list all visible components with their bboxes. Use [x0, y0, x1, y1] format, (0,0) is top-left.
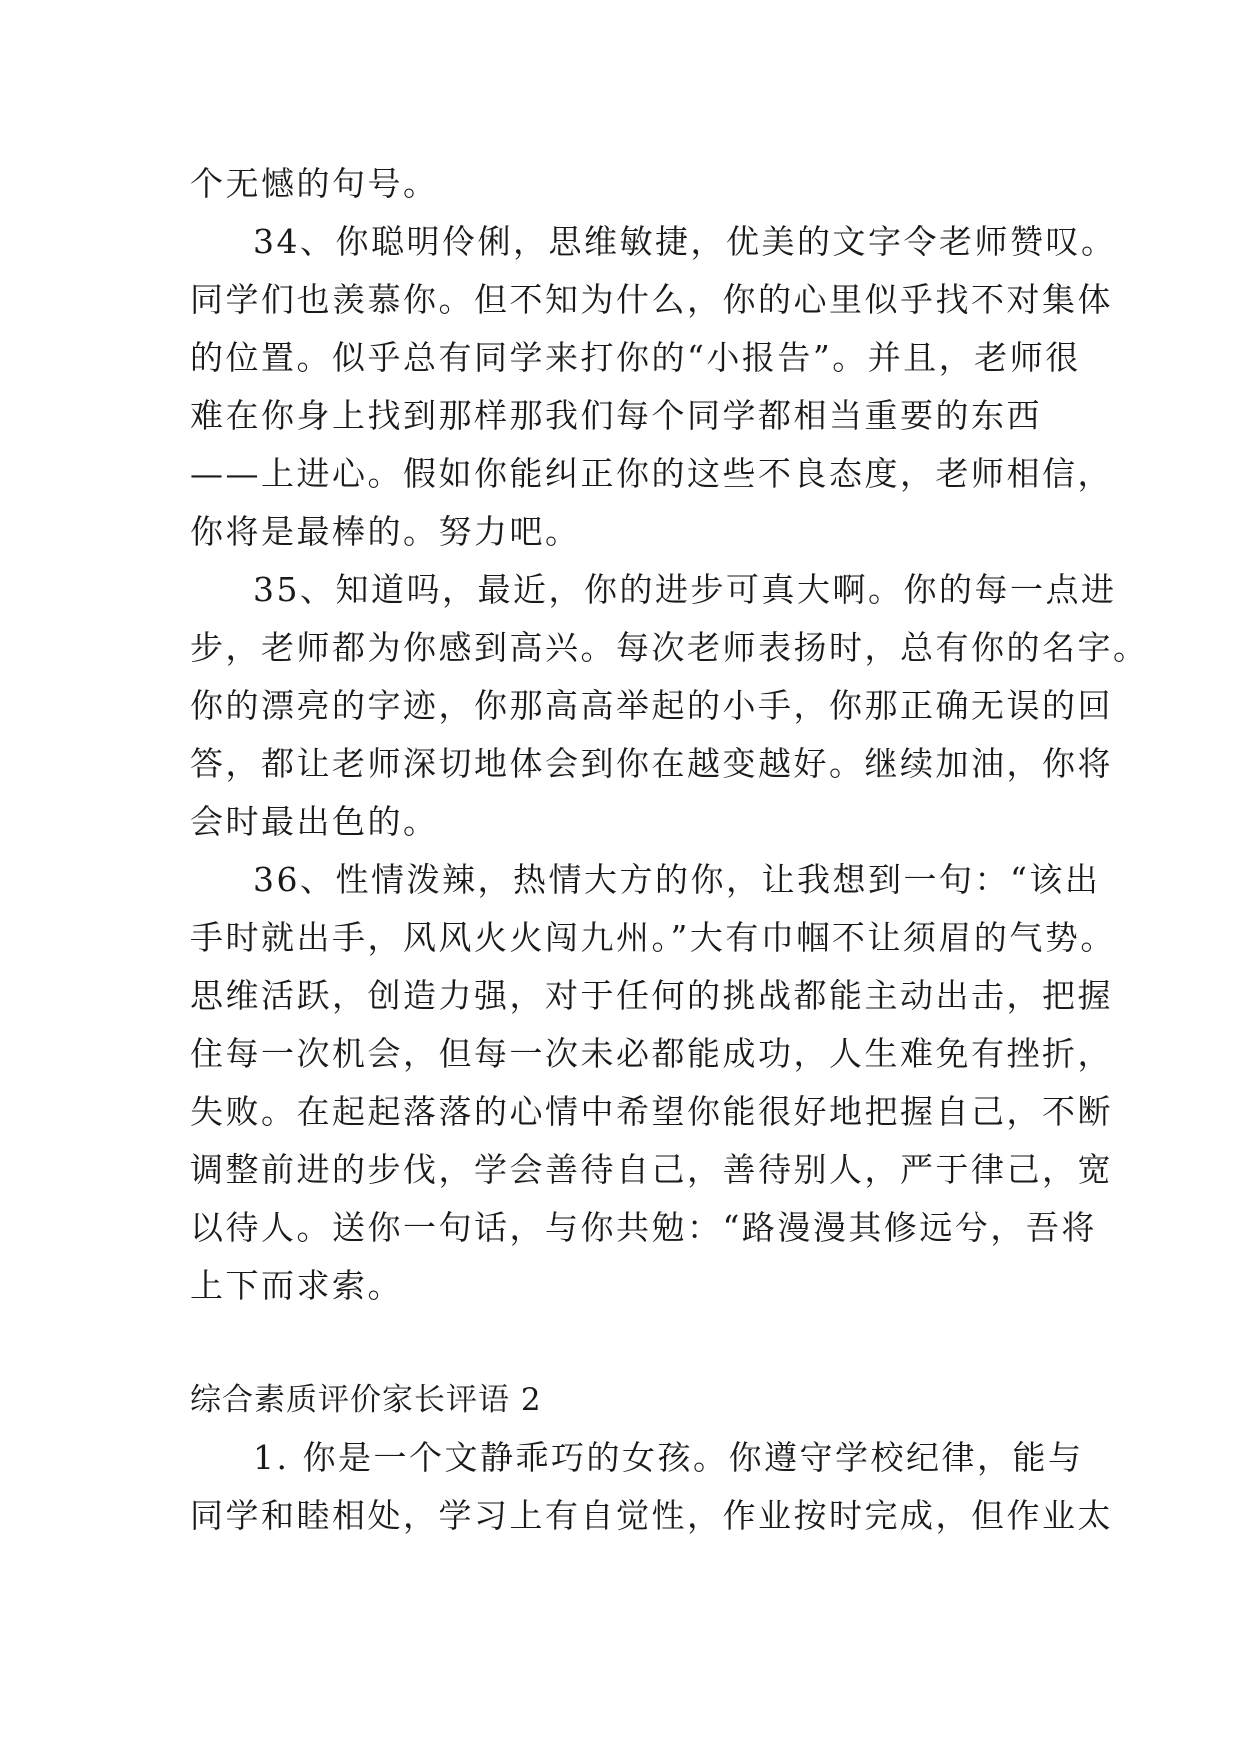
text-line: 的位置。似乎总有同学来打你的“小报告”。并且，老师很 [190, 338, 1081, 377]
section-heading: 综合素质评价家长评语 2 [190, 1382, 542, 1418]
text-line: 上下而求索。 [190, 1266, 403, 1305]
text-line: 步，老师都为你感到高兴。每次老师表扬时，总有你的名字。 [190, 628, 1149, 667]
text-line: 同学和睦相处，学习上有自觉性，作业按时完成，但作业太 [190, 1496, 1113, 1535]
paragraph-35-start: 35、知道吗，最近，你的进步可真大啊。你的每一点进 [253, 570, 1117, 609]
text-line: 难在你身上找到那样那我们每个同学都相当重要的东西 [190, 396, 1042, 435]
text-line: 调整前进的步伐，学会善待自己，善待别人，严于律己，宽 [190, 1150, 1113, 1189]
paragraph-1-start: 1. 你是一个文静乖巧的女孩。你遵守学校纪律，能与 [253, 1438, 1084, 1477]
text-line: 手时就出手，风风火火闯九州。”大有巾帼不让须眉的气势。 [190, 918, 1116, 957]
text-line: 以待人。送你一句话，与你共勉：“路漫漫其修远兮，吾将 [190, 1208, 1097, 1247]
text-line: ——上进心。假如你能纠正你的这些不良态度，老师相信， [190, 454, 1113, 493]
text-line: 你的漂亮的字迹，你那高高举起的小手，你那正确无误的回 [190, 686, 1113, 725]
text-line: 思维活跃，创造力强，对于任何的挑战都能主动出击，把握 [190, 976, 1113, 1015]
text-line: 个无憾的句号。 [190, 164, 439, 203]
text-line: 住每一次机会，但每一次未必都能成功，人生难免有挫折， [190, 1034, 1113, 1073]
text-line: 答，都让老师深切地体会到你在越变越好。继续加油，你将 [190, 744, 1113, 783]
text-line: 你将是最棒的。努力吧。 [190, 512, 581, 551]
text-line: 失败。在起起落落的心情中希望你能很好地把握自己，不断 [190, 1092, 1113, 1131]
text-line: 同学们也羡慕你。但不知为什么，你的心里似乎找不对集体 [190, 280, 1113, 319]
paragraph-36-start: 36、性情泼辣，热情大方的你，让我想到一句：“该出 [253, 860, 1101, 899]
text-line: 会时最出色的。 [190, 802, 439, 841]
paragraph-34-start: 34、你聪明伶俐，思维敏捷，优美的文字令老师赞叹。 [253, 222, 1117, 261]
